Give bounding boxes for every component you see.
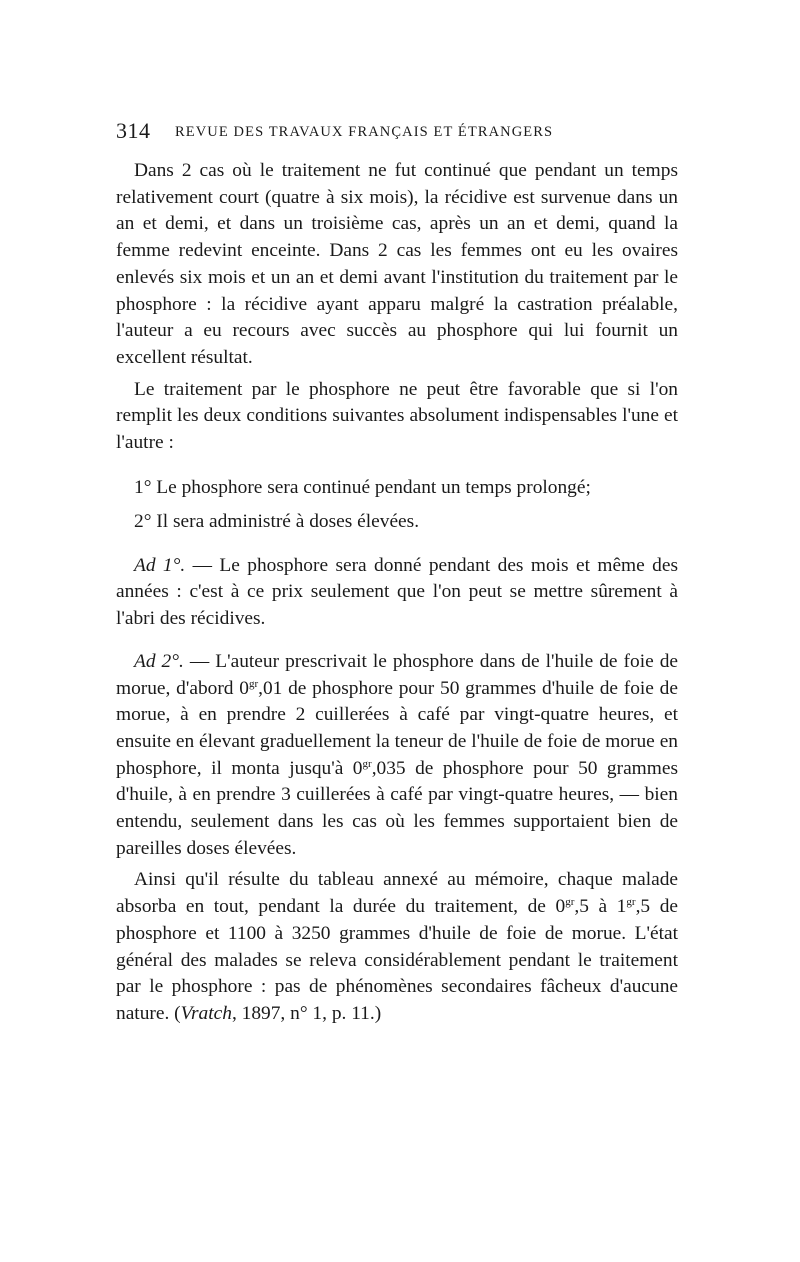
ad-1-label: Ad 1°. (134, 554, 186, 576)
unit-superscript: gr (565, 896, 575, 909)
running-title: REVUE DES TRAVAUX FRANÇAIS ET ÉTRANGERS (175, 124, 554, 140)
paragraph-results (116, 867, 678, 1027)
unit-superscript: gr (362, 757, 372, 770)
list-item: 2° Il sera administré à doses élevées. (134, 510, 420, 532)
paragraph-recurrence-cases: Dans 2 cas où le traitement ne fut continué que pendant un temps relativement court (quatre à six mois), la récidive est survenue dans un an et demi, et dans un troisième cas, après un an et demi, quand la femme redevint enceinte. Dans 2 cas les femmes ont eu les ovaires enlevés six mois et un an et demi avant l'institution du traitement par le phosphore : la récidive ayant apparu malgré la castration préalable, l'auteur a eu recours avec succès au phosphore qui lui fournit un excellent résultat. (116, 160, 678, 368)
paragraph-ad-1 (116, 553, 678, 633)
ad-2-text: ,035 de phosphore pour 50 grammes d'huile, à en prendre 3 cuillerées à café par vingt-quatre heures, — bien entendu, seulement dans les cas où les femmes supportaient bien de pareilles doses élevées. (116, 757, 678, 859)
results-text: Ainsi qu'il résulte du tableau annexé au mémoire, chaque malade absorba en tout, pendant la durée du traitement, de 0 (116, 869, 678, 918)
paragraph-ad-2 (116, 649, 678, 863)
results-text: ,5 à 1 (574, 896, 627, 918)
ad-2-text: — L'auteur prescrivait le phosphore dans de l'huile de foie de morue, d'abord 0 (116, 650, 679, 699)
ad-2-text: ,01 de phosphore pour 50 grammes d'huile de foie de morue, à en prendre 2 cuillerées à café par vingt-quatre heures, et ensuite en élevant graduellement la teneur de l'huile de foie de morue en phosphore, il monta jusqu'à 0 (116, 677, 678, 779)
paragraph-treatment-conditions: Le traitement par le phosphore ne peut être favorable que si l'on remplit les deux conditions suivantes absolument indispensables l'une et l'autre : (116, 378, 678, 454)
page-number: 314 (116, 118, 151, 143)
unit-superscript: gr (626, 896, 636, 909)
page-header (116, 118, 682, 146)
results-text: ,5 de phosphore et 1100 à 3250 grammes d'huile de foie de morue. L'état général des malades se releva considérablement pendant le traitement par le phosphore : pas de phénomènes secondaires fâcheux d'aucune nature. ( (116, 896, 678, 1024)
body-text (116, 158, 678, 1028)
ad-1-text: — Le phosphore sera donné pendant des mois et même des années : c'est à ce prix seulement que l'on peut se mettre sûrement à l'abri des récidives. (116, 554, 678, 630)
citation-journal: Vratch (180, 1002, 232, 1024)
conditions-list (116, 471, 678, 539)
ad-2-label: Ad 2°. (134, 650, 184, 672)
citation-reference: , 1897, n° 1, p. 11.) (231, 1002, 382, 1024)
list-item: 1° Le phosphore sera continué pendant un temps prolongé; (134, 476, 591, 498)
unit-superscript: gr (248, 677, 259, 690)
